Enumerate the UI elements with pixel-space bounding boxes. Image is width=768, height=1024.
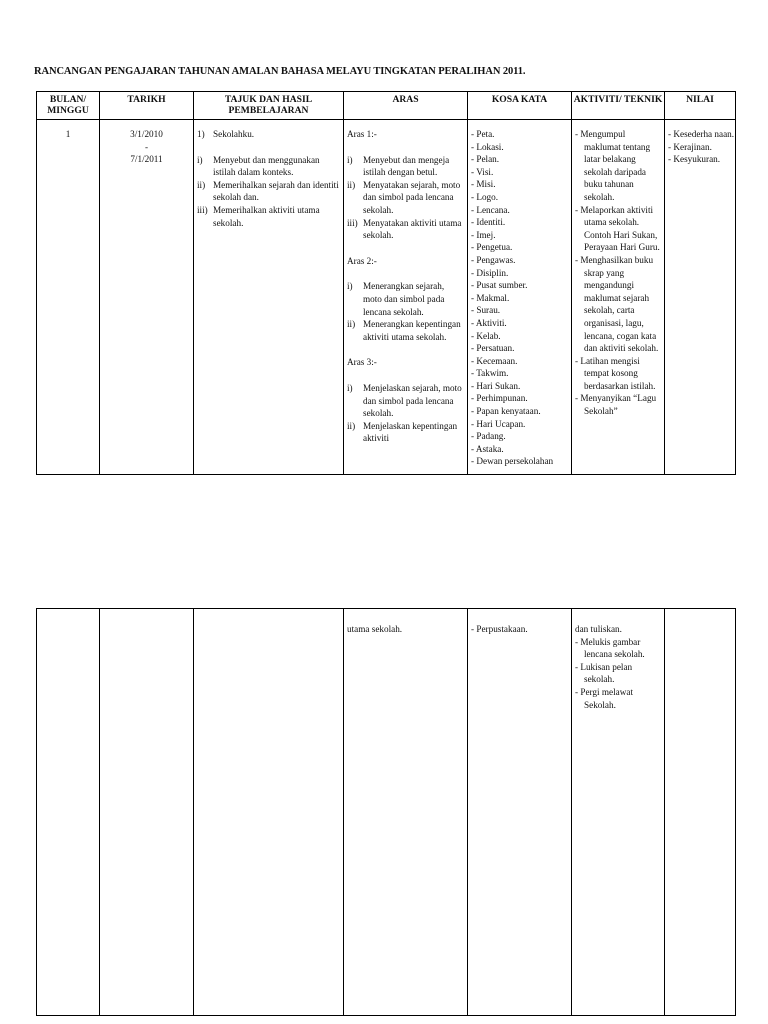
list-item: - Mengumpul maklumat tentang latar belakang sekolah daripada buku tahunan sekolah. [575,129,651,202]
list-item: - Peta. [471,129,495,139]
list-item-text: Menyatakan aktiviti utama sekolah. [363,217,462,241]
plan-table [36,91,736,475]
header-aktiviti: AKTIVITI/ TEKNIK [572,92,665,120]
list-item: - Imej. [471,229,496,240]
header-tarikh: TARIKH [100,92,194,120]
list-item: - Perhimpunan. [471,393,528,404]
list-item-number: iii) [347,217,358,228]
list-item: - Pusat sumber. [471,280,528,291]
nilai-list [668,128,735,166]
list-item: - Dewan persekolahan [471,456,554,467]
table-row [37,609,736,1016]
list-item: - Misi. [471,179,496,190]
tarikh-end: 7/1/2011 [130,154,163,165]
tarikh-start: 3/1/2010 [130,129,163,139]
tajuk-topic-number: 1) [197,129,205,139]
list-item: - Identiti. [471,217,506,228]
list-item-text: Menjelaskan kepentingan aktiviti [363,420,458,444]
list-item-text: Menjelaskan sejarah, moto dan simbol pada lencana sekolah. [363,382,462,419]
list-item: - Pelan. [471,154,500,165]
aras2-items [347,280,464,343]
aras1-heading: Aras 1:- [347,129,377,139]
list-item: - Logo. [471,191,499,202]
list-item [347,179,464,217]
list-item-text: Menyebut dan menggunakan istilah dalam konteks. [213,154,320,178]
list-item: - Persatuan. [471,343,515,354]
list-item: - Lencana. [471,204,510,215]
list-item-number: i) [197,154,203,165]
list-item-number: ii) [347,179,356,190]
list-item [347,420,464,445]
tarikh-cell [100,120,193,166]
list-item: - Kesederha naan. [668,129,735,139]
list-item: - Hari Ucapan. [471,418,526,429]
list-item [347,318,464,343]
aras1-items [347,154,464,242]
header-aras: ARAS [344,92,468,120]
header-minggu: BULAN/ MINGGU [37,92,100,120]
list-item: - Makmal. [471,292,510,303]
list-item: - Pengawas. [471,254,516,265]
table-row [37,120,736,475]
list-item: - Disiplin. [471,267,509,278]
aktiviti-list-continued [575,636,661,712]
tajuk-topic [197,128,340,141]
tajuk-cell [194,120,343,229]
list-item: - Hari Sukan. [471,380,521,391]
list-item [197,154,340,179]
list-item-number: i) [347,281,353,292]
list-item: - Aktiviti. [471,317,507,328]
plan-table-continued [36,608,736,1016]
aras-continued: utama sekolah. [347,624,403,634]
list-item [347,382,464,420]
tarikh-separator: - [144,141,149,152]
list-item [347,217,464,242]
list-item [347,280,464,318]
header-tajuk: TAJUK DAN HASIL PEMBELAJARAN [194,92,344,120]
aras3-items [347,382,464,445]
list-item: - Kerajinan. [668,141,712,152]
list-item-number: ii) [347,319,356,330]
header-kosa-kata: KOSA KATA [468,92,572,120]
list-item: - Lukisan pelan sekolah. [575,661,633,685]
aras3-heading: Aras 3:- [347,357,377,368]
list-item-number: i) [347,154,353,165]
list-item-text: Menerangkan kepentingan aktiviti utama sekolah. [363,319,461,342]
list-item: - Latihan mengisi tempat kosong berdasarkan istilah. [575,355,656,391]
tajuk-items [197,154,340,230]
list-item: - Pengetua. [471,242,513,253]
list-item [197,204,340,229]
list-item [197,179,340,204]
list-item: - Menghasilkan buku skrap yang mengandungi maklumat sejarah sekolah, carta organisasi, lagu, lencana, cogan kata dan aktiviti sekolah. [575,254,659,354]
list-item-text: Menyebut dan mengeja istilah dengan betul. [363,154,450,178]
list-item: - Kesyukuran. [668,154,721,165]
tajuk-topic-text: Sekolahku. [213,129,255,139]
list-item: - Melaporkan aktiviti utama sekolah. Contoh Hari Sukan, Perayaan Hari Guru. [575,204,660,253]
header-nilai: NILAI [665,92,736,120]
page-title: RANCANGAN PENGAJARAN TAHUNAN AMALAN BAHASA MELAYU TINGKATAN PERALIHAN 2011. [34,66,526,77]
list-item-number: ii) [347,420,356,431]
list-item: - Padang. [471,431,506,442]
list-item: - Menyanyikan “Lagu Sekolah” [575,393,657,417]
list-item-text: Memerihalkan aktiviti utama sekolah. [213,204,320,228]
list-item-number: ii) [197,179,206,190]
list-item: - Papan kenyataan. [471,406,541,417]
aras2-heading: Aras 2:- [347,255,377,266]
list-item: - Visi. [471,166,494,177]
kosa-kata-continued: - Perpustakaan. [471,624,528,634]
list-item-text: Memerihalkan sejarah dan identiti sekolah dan. [213,179,339,203]
list-item: - Pergi melawat Sekolah. [575,686,634,710]
aktiviti-continued-text: dan tuliskan. [575,624,622,634]
aktiviti-list [575,128,661,418]
list-item-text: Menerangkan sejarah, moto dan simbol pada lencana sekolah. [363,281,445,317]
list-item: - Melukis gambar lencana sekolah. [575,636,645,660]
kosa-kata-list [471,128,571,468]
list-item: - Astaka. [471,443,504,454]
header-row [37,92,736,120]
list-item: - Kecemaan. [471,355,518,366]
list-item: - Lokasi. [471,141,504,152]
list-item: - Surau. [471,305,501,316]
aras-cell [344,120,467,445]
list-item-number: i) [347,382,353,393]
list-item: - Takwim. [471,368,509,379]
minggu-cell: 1 [65,129,71,139]
list-item [347,154,464,179]
list-item-number: iii) [197,204,208,215]
list-item-text: Menyatakan sejarah, moto dan simbol pada lencana sekolah. [363,179,461,215]
list-item: - Kelab. [471,330,501,341]
